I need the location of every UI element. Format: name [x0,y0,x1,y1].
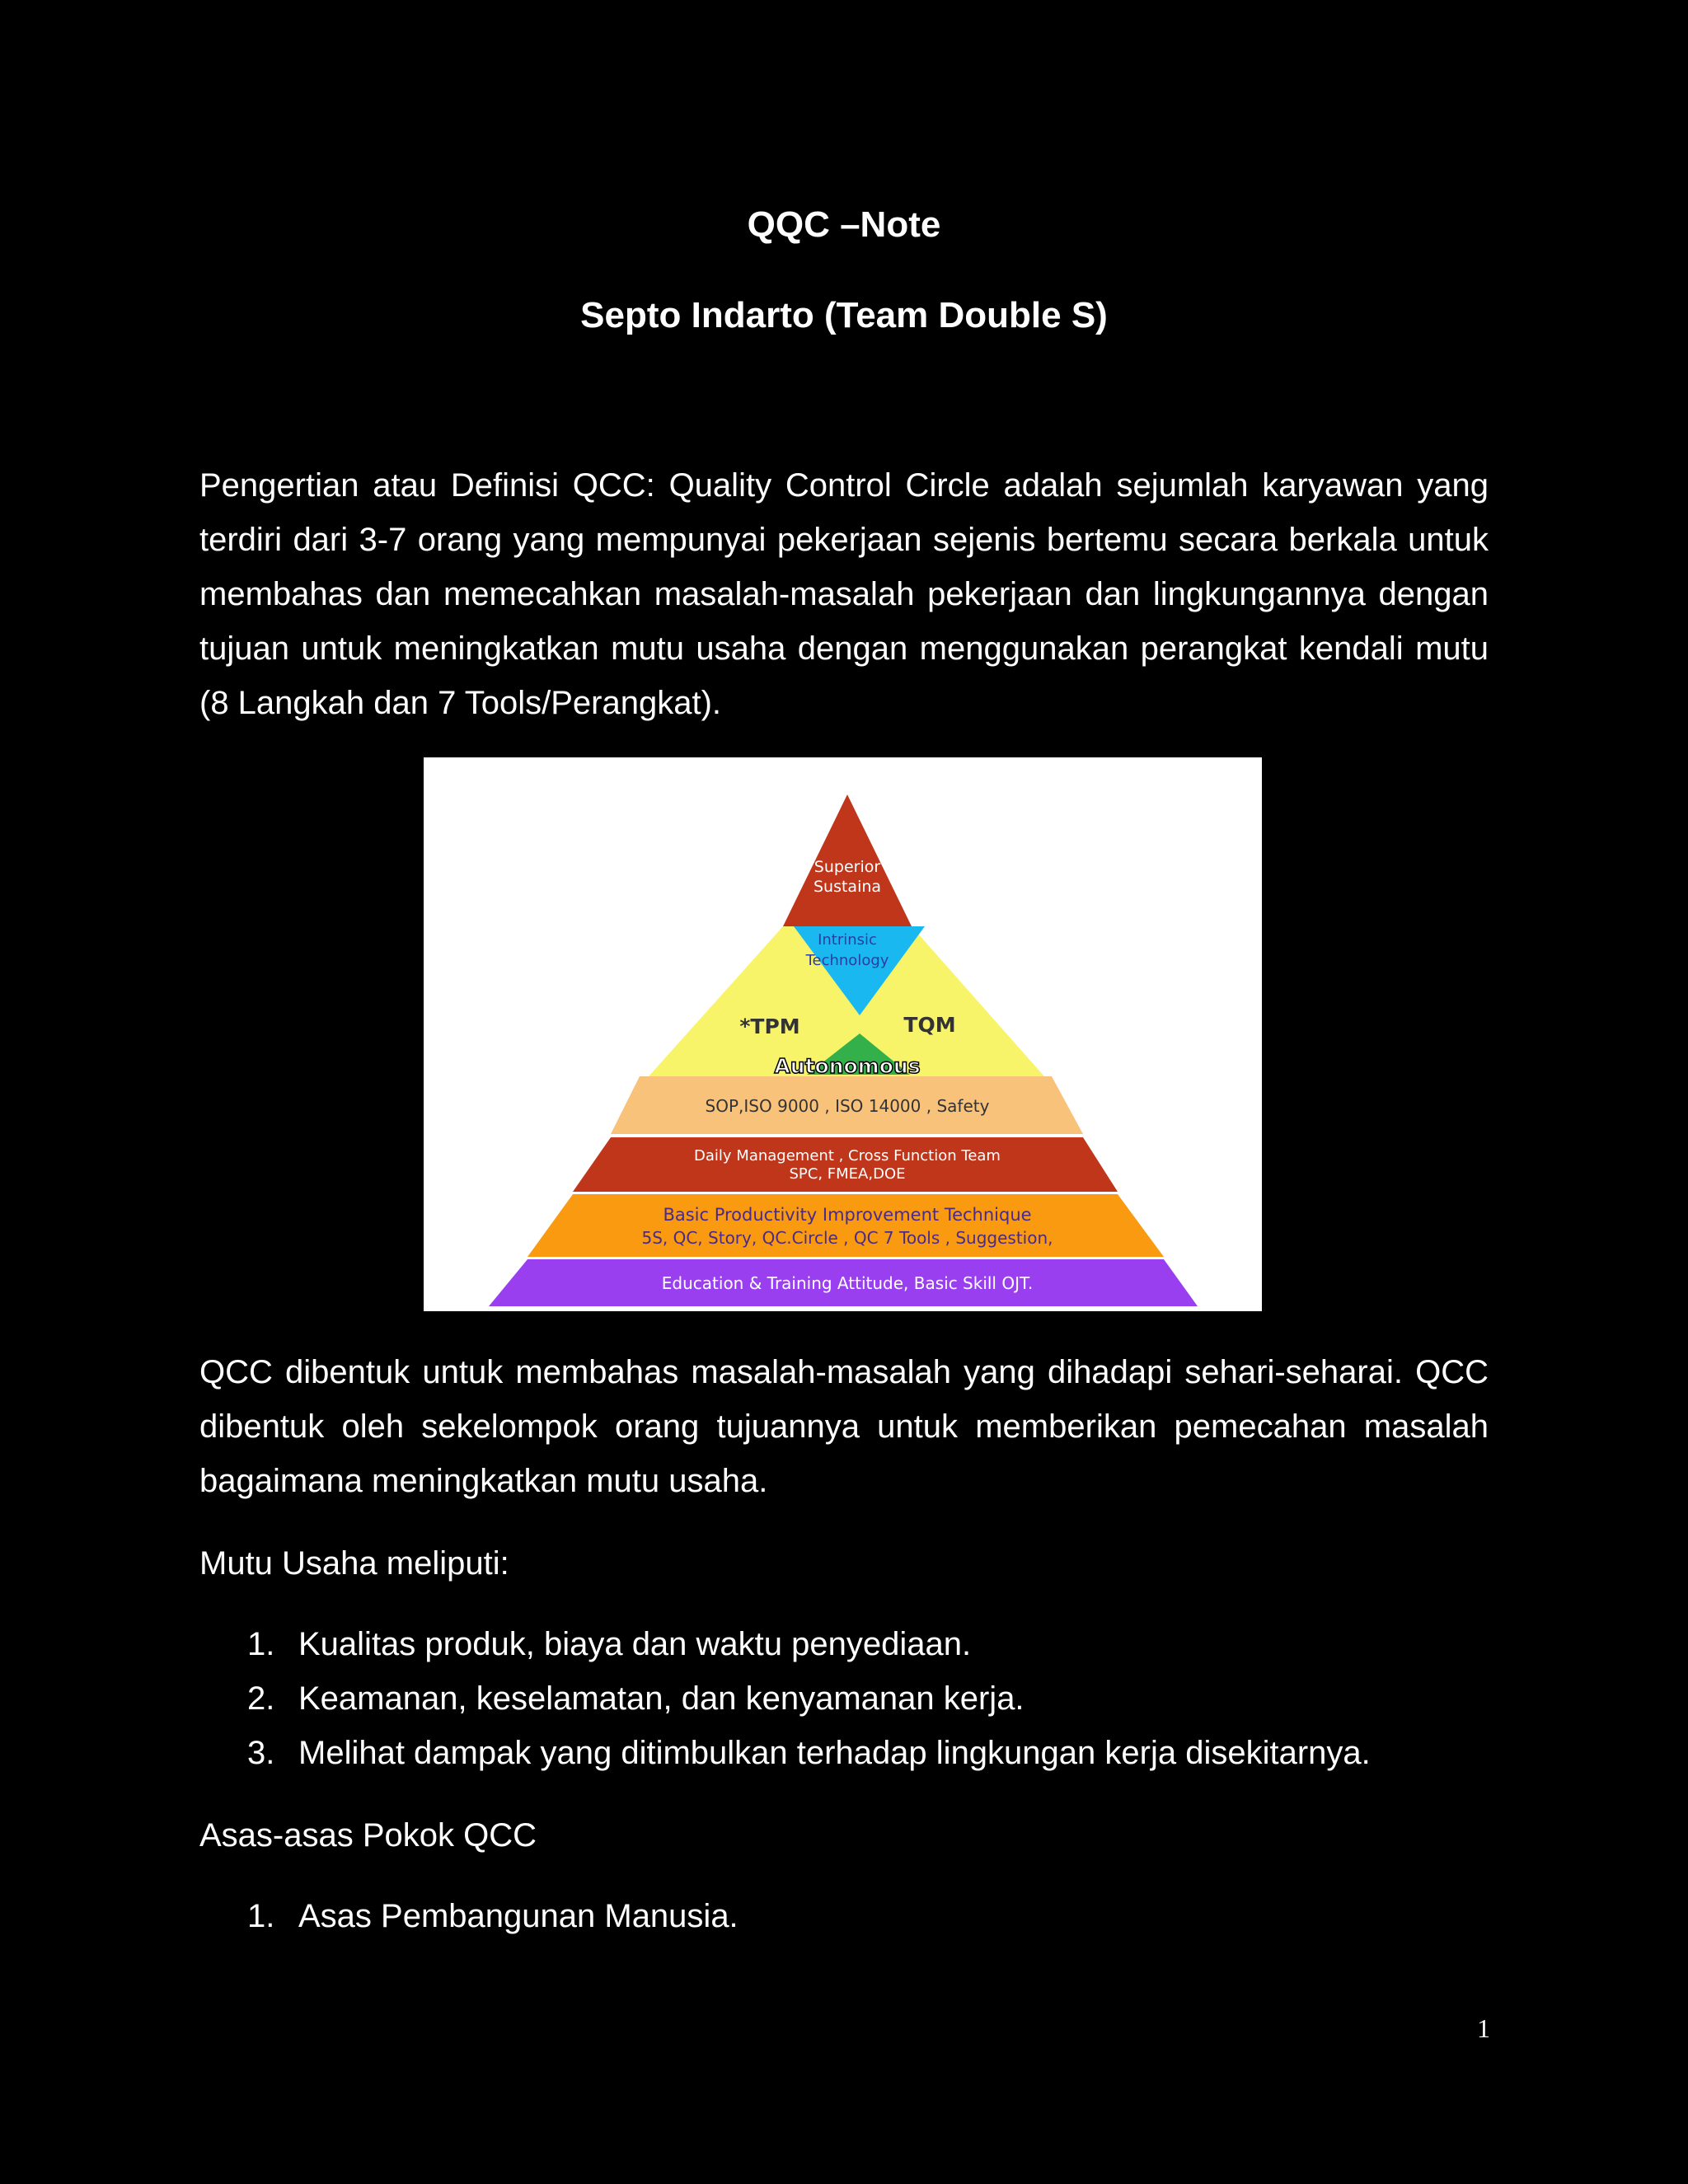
pyramid-daily-band [573,1137,1118,1192]
list-number: 3. [247,1735,275,1771]
list-item [199,1889,1518,1943]
pyramid-daily-label-2: SPC, FMEA,DOE [789,1165,906,1183]
pyramid-intrinsic-label-1: Intrinsic [818,931,877,949]
mutu-list [199,1617,1518,1780]
list-item [199,1726,1518,1780]
pyramid-basic-label-1: Basic Productivity Improvement Technique [663,1205,1032,1225]
list-number: 2. [247,1680,275,1717]
pyramid-top-label-1: Superior [814,858,881,876]
pyramid-top-label-2: Sustaina [813,878,882,896]
list-item [199,1671,1518,1726]
pyramid-sop-label: SOP,ISO 9000 , ISO 14000 , Safety [705,1096,990,1116]
asas-heading: Asas-asas Pokok QCC [199,1817,537,1854]
list-number: 1. [247,1626,275,1662]
pyramid-intrinsic-label-2: Technology [805,952,889,969]
paragraph-qcc-purpose: QCC dibentuk untuk membahas masalah-masalah yang dihadapi sehari-seharai. QCC dibentuk oleh sekelompok orang tujuannya untuk memberikan pemecahan masalah bagaimana meningkatkan mutu usaha. [199,1354,1489,1499]
pyramid-basic-label-2: 5S, QC, Story, QC.Circle , QC 7 Tools , Suggestion, [641,1228,1053,1248]
pyramid-tpm-label: *TPM [739,1015,800,1038]
list-text: Asas Pembangunan Manusia. [298,1898,738,1934]
pyramid-daily-label-1: Daily Management , Cross Function Team [694,1147,1001,1165]
list-text: Melihat dampak yang ditimbulkan terhadap lingkungan kerja disekitarnya. [298,1735,1371,1771]
list-number: 1. [247,1898,275,1934]
list-item [199,1617,1518,1671]
qcc-pyramid-figure [424,757,1262,1311]
pyramid-education-label: Education & Training Attitude, Basic Skill OJT. [661,1273,1034,1293]
mutu-heading: Mutu Usaha meliputi: [199,1545,509,1582]
pyramid-tqm-label: TQM [903,1013,956,1037]
document-author: Septo Indarto (Team Double S) [580,295,1108,335]
pyramid-autonomous-label: Autonomous [774,1054,921,1078]
intro-paragraph: Pengertian atau Definisi QCC: Quality Control Circle adalah sejumlah karyawan yang terdiri dari 3-7 orang yang mempunyai pekerjaan sejenis bertemu secara berkala untuk membahas dan memecahkan masalah-masalah pekerjaan dan lingkungannya dengan tujuan untuk meningkatkan mutu usaha dengan menggunakan perangkat kendali mutu (8 Langkah dan 7 Tools/Perangkat). [199,467,1489,721]
document-title: QQC –Note [747,204,941,245]
list-text: Kualitas produk, biaya dan waktu penyediaan. [298,1626,972,1662]
asas-list [199,1889,1518,1943]
page-number: 1 [1477,2013,1490,2043]
list-text: Keamanan, keselamatan, dan kenyamanan kerja. [298,1680,1025,1717]
